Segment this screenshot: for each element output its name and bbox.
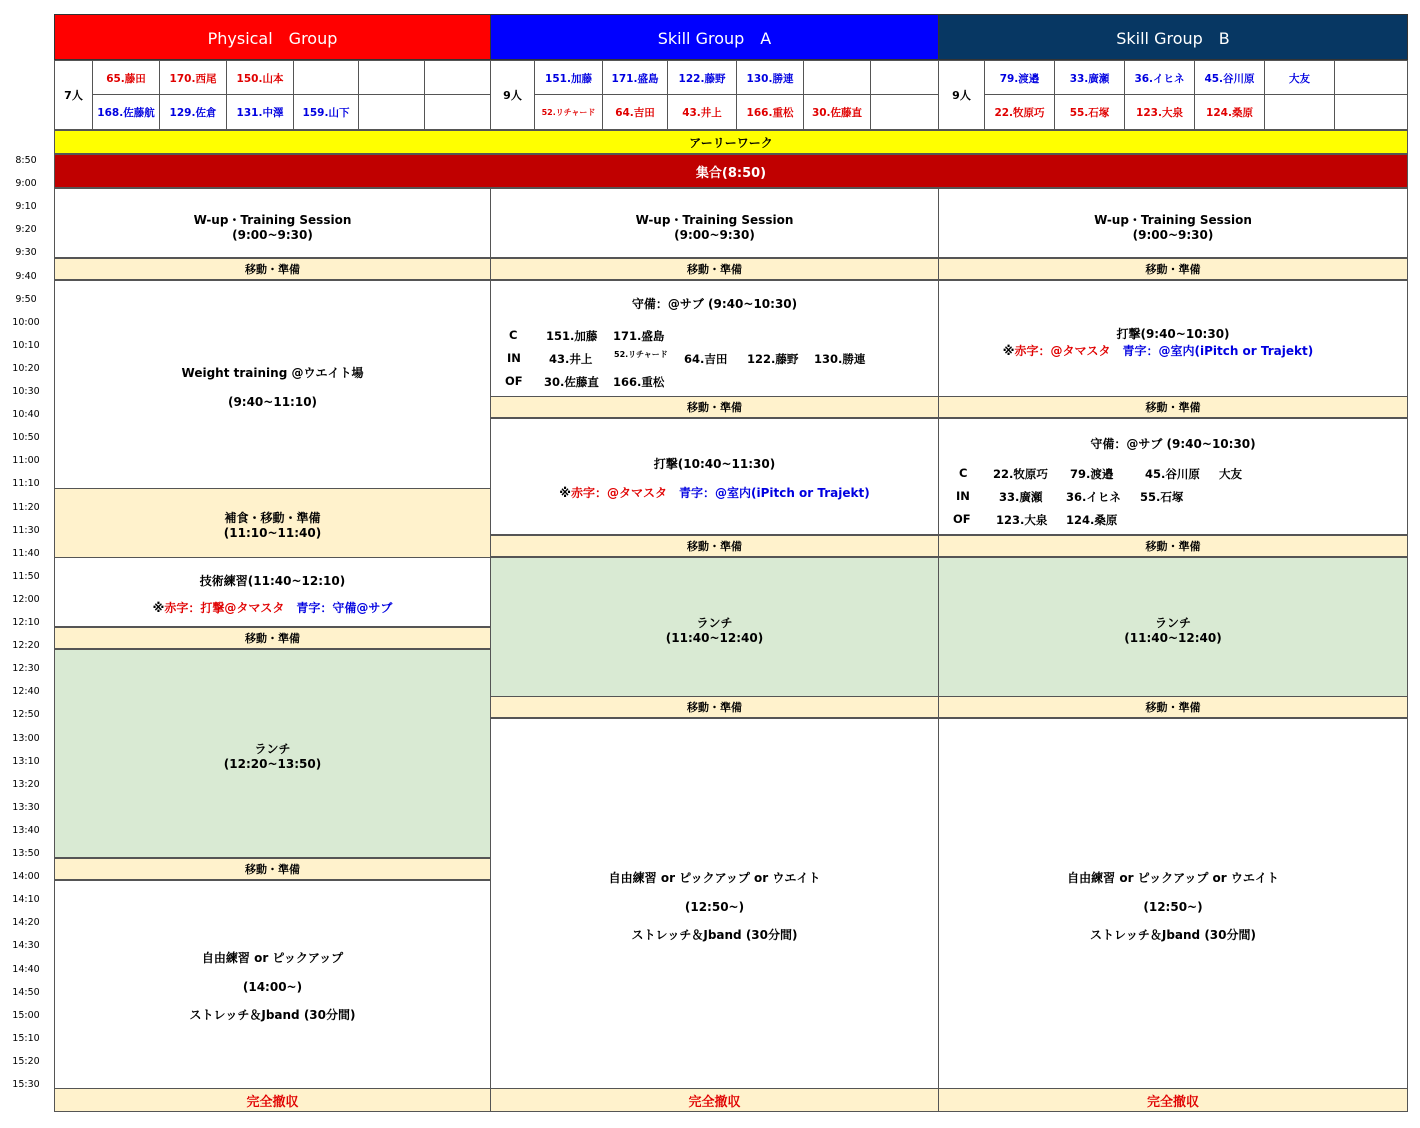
free-time: (14:00~) <box>242 980 303 994</box>
move-bar: 移動・準備 <box>54 258 491 280</box>
time-label: 10:50 <box>12 432 40 444</box>
time-label: 12:50 <box>12 709 40 721</box>
defense-name: 30.佐藤直 <box>544 375 599 389</box>
pos-label: OF <box>953 512 971 526</box>
time-label: 9:40 <box>15 270 37 282</box>
lunch-time: (11:40~12:40) <box>1124 631 1222 645</box>
move-bar: 移動・準備 <box>490 258 939 280</box>
time-label: 9:00 <box>15 178 37 190</box>
time-label: 14:50 <box>12 986 40 998</box>
time-label: 11:00 <box>12 455 40 467</box>
weight-time: (9:40~11:10) <box>227 395 318 409</box>
end-bar: 完全撤収 <box>490 1088 939 1112</box>
batting-block-a <box>490 418 939 535</box>
time-label: 8:50 <box>15 155 37 166</box>
defense-name: 55.石塚 <box>1140 490 1184 504</box>
lunch-time: (11:40~12:40) <box>665 631 764 645</box>
roster-empty <box>1265 95 1335 129</box>
wup-skill-b <box>938 188 1408 258</box>
roster-skill-b <box>938 60 1408 130</box>
note-red: 赤字：@タマスタ <box>1014 344 1111 358</box>
roster-count: 7人 <box>55 61 93 129</box>
note-blue: 青字：守備@サブ <box>296 601 393 615</box>
defense-name: 52.リチャード <box>614 350 668 359</box>
time-label: 15:00 <box>12 1009 40 1021</box>
free-title: 自由練習 or ピックアップ <box>201 951 344 965</box>
roster-name: 123.大泉 <box>1125 95 1195 129</box>
skill-group-b-header: Skill Group B <box>938 14 1408 60</box>
roster-name: 124.桑原 <box>1195 95 1265 129</box>
lunch-skill-a <box>490 557 939 697</box>
roster-name: 166.重松 <box>737 95 804 129</box>
time-label: 11:20 <box>12 501 40 513</box>
note-mark: ※ <box>152 601 165 615</box>
time-label: 10:00 <box>12 316 40 328</box>
defense-name: 123.大泉 <box>996 513 1048 527</box>
time-label: 14:00 <box>12 871 40 883</box>
time-label: 14:30 <box>12 940 40 952</box>
move-bar: 移動・準備 <box>490 696 939 718</box>
free-time: (12:50~) <box>1143 900 1203 914</box>
free-practice-physical <box>54 880 491 1089</box>
move-bar: 移動・準備 <box>54 627 491 649</box>
snack-block <box>54 488 491 558</box>
time-label: 12:30 <box>12 663 40 675</box>
end-bar: 完全撤収 <box>938 1088 1408 1112</box>
batting-title: 打撃(9:40~10:30) <box>1116 327 1230 341</box>
roster-name: 170.西尾 <box>160 61 227 95</box>
move-bar: 移動・準備 <box>54 858 491 880</box>
roster-name: 122.藤野 <box>668 61 737 95</box>
roster-name: 131.中澤 <box>227 95 294 129</box>
time-label: 9:10 <box>15 201 37 213</box>
stretch: ストレッチ＆Jband (30分間) <box>1089 928 1256 942</box>
time-label: 13:30 <box>12 801 40 813</box>
time-label: 14:20 <box>12 917 40 929</box>
defense-name: 124.桑原 <box>1066 513 1118 527</box>
move-bar: 移動・準備 <box>938 535 1408 557</box>
time-label: 10:30 <box>12 386 40 397</box>
pos-label: OF <box>505 374 523 388</box>
lunch-time: (12:20~13:50) <box>223 757 322 771</box>
time-label: 10:20 <box>12 362 40 374</box>
skill-practice-title: 技術練習(11:40~12:10) <box>199 574 346 588</box>
lunch-skill-b <box>938 557 1408 697</box>
note-red: 赤字：打撃@タマスタ <box>164 601 285 615</box>
time-label: 14:10 <box>12 894 40 906</box>
lunch-title: ランチ <box>696 616 733 630</box>
defense-name: 大友 <box>1219 467 1242 481</box>
batting-title: 打撃(10:40~11:30) <box>653 457 776 471</box>
defense-name: 22.牧原巧 <box>993 467 1048 481</box>
snack-title: 補食・移動・準備 <box>224 511 321 525</box>
roster-name: 65.藤田 <box>93 61 160 95</box>
stretch: ストレッチ＆Jband (30分間) <box>631 928 798 942</box>
time-label: 13:20 <box>12 778 40 790</box>
time-label: 12:40 <box>12 686 40 698</box>
note-blue: 青字：@室内(iPitch or Trajekt) <box>1122 344 1314 358</box>
roster-physical <box>54 60 491 130</box>
skill-practice-block <box>54 557 491 627</box>
move-bar: 移動・準備 <box>490 535 939 557</box>
early-work-bar: アーリーワーク <box>54 130 1408 154</box>
defense-name: 64.吉田 <box>684 352 728 366</box>
weight-title: Weight training @ウエイト場 <box>181 366 364 380</box>
roster-name: 130.勝連 <box>737 61 804 95</box>
pos-label: C <box>959 466 968 480</box>
lunch-title: ランチ <box>1154 616 1191 630</box>
roster-name: 64.吉田 <box>603 95 668 129</box>
roster-empty <box>294 61 359 95</box>
defense-name: 36.イヒネ <box>1066 490 1121 504</box>
time-label: 13:00 <box>12 732 40 744</box>
time-label: 10:10 <box>12 339 40 351</box>
roster-name: 33.廣瀬 <box>1055 61 1125 95</box>
move-bar: 移動・準備 <box>938 396 1408 418</box>
roster-name: 129.佐倉 <box>160 95 227 129</box>
time-label: 15:10 <box>12 1032 40 1044</box>
stretch: ストレッチ＆Jband (30分間) <box>189 1008 356 1022</box>
defense-name: 79.渡邉 <box>1070 467 1114 481</box>
wup-skill-a <box>490 188 939 258</box>
roster-name: 79.渡邉 <box>985 61 1055 95</box>
wup-time: (9:00~9:30) <box>232 228 313 242</box>
move-bar: 移動・準備 <box>938 258 1408 280</box>
batting-block-b <box>938 280 1408 397</box>
free-title: 自由練習 or ピックアップ or ウエイト <box>608 871 821 885</box>
time-label: 13:40 <box>12 824 40 836</box>
pos-label: IN <box>507 351 521 365</box>
end-bar: 完全撤収 <box>54 1088 491 1112</box>
note-mark: ※ <box>559 486 571 500</box>
physical-group-header: Physical Group <box>54 14 491 60</box>
defense-name: 43.井上 <box>549 352 593 366</box>
time-label: 11:30 <box>12 524 40 536</box>
roster-name: 大友 <box>1265 61 1335 95</box>
time-label: 12:00 <box>12 593 40 605</box>
roster-name: 150.山本 <box>227 61 294 95</box>
roster-name: 45.谷川原 <box>1195 61 1265 95</box>
roster-name: 55.石塚 <box>1055 95 1125 129</box>
weight-training-block <box>54 280 491 489</box>
defense-name: 151.加藤 <box>546 329 598 343</box>
wup-physical <box>54 188 491 258</box>
free-practice-skill-b <box>938 718 1408 1089</box>
pos-label: C <box>509 328 518 342</box>
roster-name: 43.井上 <box>668 95 737 129</box>
skill-group-a-header: Skill Group A <box>490 14 939 60</box>
time-label: 10:40 <box>12 409 40 421</box>
roster-name: 171.盛島 <box>603 61 668 95</box>
snack-time: (11:10~11:40) <box>223 526 322 540</box>
wup-title: W-up・Training Session <box>1094 213 1252 227</box>
time-label: 12:10 <box>12 617 40 628</box>
free-title: 自由練習 or ピックアップ or ウエイト <box>1067 871 1279 885</box>
defense-name: 171.盛島 <box>613 329 665 343</box>
time-label: 12:20 <box>12 640 40 652</box>
roster-name: 36.イヒネ <box>1125 61 1195 95</box>
note-blue: 青字：@室内(iPitch or Trajekt) <box>678 486 870 500</box>
roster-name: 52.リチャード <box>535 95 603 129</box>
defense-title: 守備：@サブ (9:40~10:30) <box>631 297 798 311</box>
time-label: 9:50 <box>15 293 37 305</box>
time-label: 11:10 <box>12 478 40 490</box>
roster-empty <box>359 61 425 95</box>
defense-name: 33.廣瀬 <box>999 490 1043 504</box>
roster-count: 9人 <box>939 61 985 129</box>
wup-title: W-up・Training Session <box>635 213 794 227</box>
roster-count: 9人 <box>491 61 535 129</box>
wup-time: (9:00~9:30) <box>1132 228 1214 242</box>
note-red: 赤字：@タマスタ <box>570 486 667 500</box>
free-time: (12:50~) <box>684 900 745 914</box>
defense-name: 130.勝連 <box>814 352 866 366</box>
roster-empty <box>359 95 425 129</box>
time-label: 9:20 <box>15 224 37 236</box>
roster-name: 22.牧原巧 <box>985 95 1055 129</box>
move-bar: 移動・準備 <box>490 396 939 418</box>
move-bar: 移動・準備 <box>938 696 1408 718</box>
time-label: 9:30 <box>15 247 37 259</box>
pos-label: IN <box>956 489 970 503</box>
time-label: 15:20 <box>12 1055 40 1067</box>
wup-time: (9:00~9:30) <box>674 228 755 242</box>
time-label: 13:10 <box>12 755 40 767</box>
defense-block-b <box>938 418 1408 535</box>
time-label: 11:40 <box>12 547 40 559</box>
defense-title: 守備：@サブ (9:40~10:30) <box>1090 437 1256 451</box>
defense-name: 45.谷川原 <box>1145 467 1200 481</box>
time-label: 13:50 <box>12 848 40 859</box>
free-practice-skill-a <box>490 718 939 1089</box>
roster-name: 151.加藤 <box>535 61 603 95</box>
lunch-title: ランチ <box>254 742 291 756</box>
time-label: 14:40 <box>12 963 40 975</box>
roster-skill-a <box>490 60 939 130</box>
wup-title: W-up・Training Session <box>193 213 352 227</box>
roster-name: 168.佐藤航 <box>93 95 160 129</box>
roster-empty <box>804 61 871 95</box>
time-label: 15:30 <box>12 1079 40 1090</box>
gather-bar: 集合(8:50) <box>54 154 1408 188</box>
lunch-physical <box>54 649 491 858</box>
defense-name: 166.重松 <box>613 375 665 389</box>
note-mark: ※ <box>1002 344 1015 358</box>
roster-name: 30.佐藤直 <box>804 95 871 129</box>
time-label: 11:50 <box>12 570 40 582</box>
defense-name: 122.藤野 <box>747 352 799 366</box>
roster-name: 159.山下 <box>294 95 359 129</box>
defense-block-a <box>490 280 939 397</box>
